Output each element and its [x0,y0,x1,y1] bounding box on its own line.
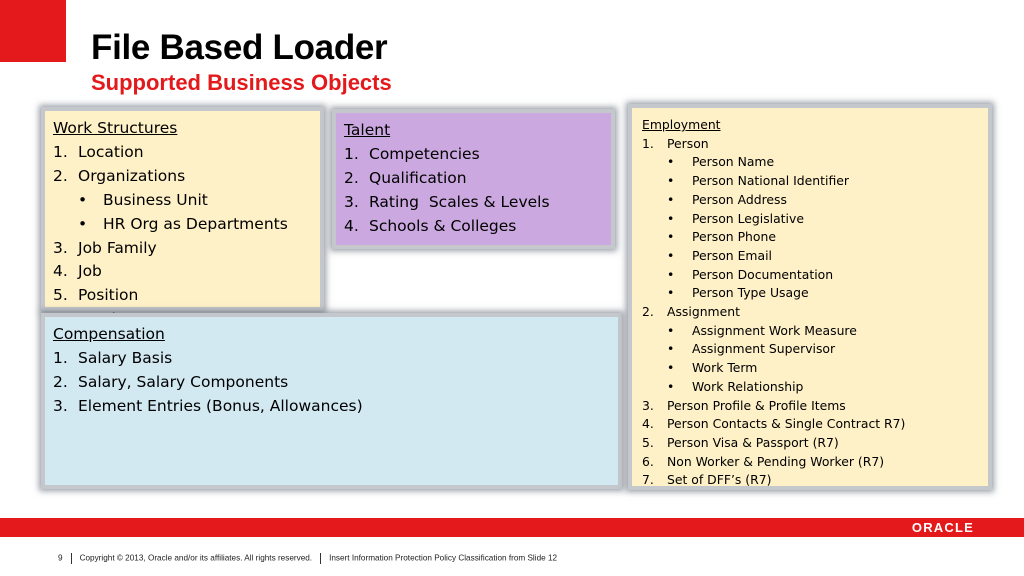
list-item: 4. Job [53,262,102,281]
list-item: 5. Person Visa & Passport (R7) [642,434,839,450]
list-subitem: • Person Phone [667,229,776,245]
list-item: 1. Salary Basis [53,348,173,367]
list-subitem: • Person Legislative [667,210,804,226]
list-item: 1. Location [53,142,144,161]
list-subitem: • Person Type Usage [667,285,809,301]
list-item: 5. Position [53,286,139,305]
list-item: 1. Person [642,135,709,151]
list-subitem: • Person National Identifier [667,173,849,189]
oracle-logo: ORACLE [911,520,974,535]
list-subitem: • Assignment Work Measure [667,322,857,338]
footer-divider [71,553,72,564]
compensation-heading: Compensation [53,325,165,343]
list-item: 4. Schools & Colleges [344,216,517,235]
list-subitem: • Assignment Supervisor [667,341,836,357]
list-subitem: • Person Name [667,154,775,170]
slide-footer [58,553,557,564]
list-item: 3. Element Entries (Bonus, Allowances) [53,396,363,415]
list-item: 3. Rating Scales & Levels [344,192,550,211]
list-item: 7. Set of DFF’s (R7) [642,472,772,488]
list-item: 2. Salary, Salary Components [53,372,289,391]
list-item: 6. Non Worker & Pending Worker (R7) [642,453,885,469]
list-item: 2. Organizations [53,166,186,185]
list-subitem: • Work Term [667,360,758,376]
talent-heading: Talent [344,121,391,139]
talent-panel [332,109,615,249]
list-item: 1. Competencies [344,144,480,163]
list-subitem: • Person Address [667,191,787,207]
slide-title: File Based Loader [91,28,388,67]
employment-heading: Employment [642,117,721,132]
page-number: 9 [58,553,63,563]
footer-divider [320,553,321,564]
list-subitem: • Person Documentation [667,266,834,282]
list-subitem: • HR Org as Departments [78,214,288,233]
classification-text: Insert Information Protection Policy Classification from Slide 12 [329,553,558,563]
slide-subtitle: Supported Business Objects [91,70,392,95]
work-structures-panel [41,107,324,311]
list-item: 2. Assignment [642,304,740,320]
corner-accent [0,0,66,62]
compensation-panel [41,313,622,489]
list-item: 2. Qualification [344,168,467,187]
work-structures-heading: Work Structures [53,119,178,137]
list-subitem: • Work Relationship [667,378,804,394]
copyright-text: Copyright © 2013, Oracle and/or its affiliates. All rights reserved. [79,553,313,563]
list-subitem: • Person Email [667,247,772,263]
employment-panel [628,104,992,490]
list-subitem: • Business Unit [78,190,208,209]
list-item: 4. Person Contacts & Single Contract R7) [642,416,906,432]
list-item: 3. Person Profile & Profile Items [642,397,846,413]
footer-red-bar [0,518,1024,537]
list-item: 3. Job Family [53,238,157,257]
